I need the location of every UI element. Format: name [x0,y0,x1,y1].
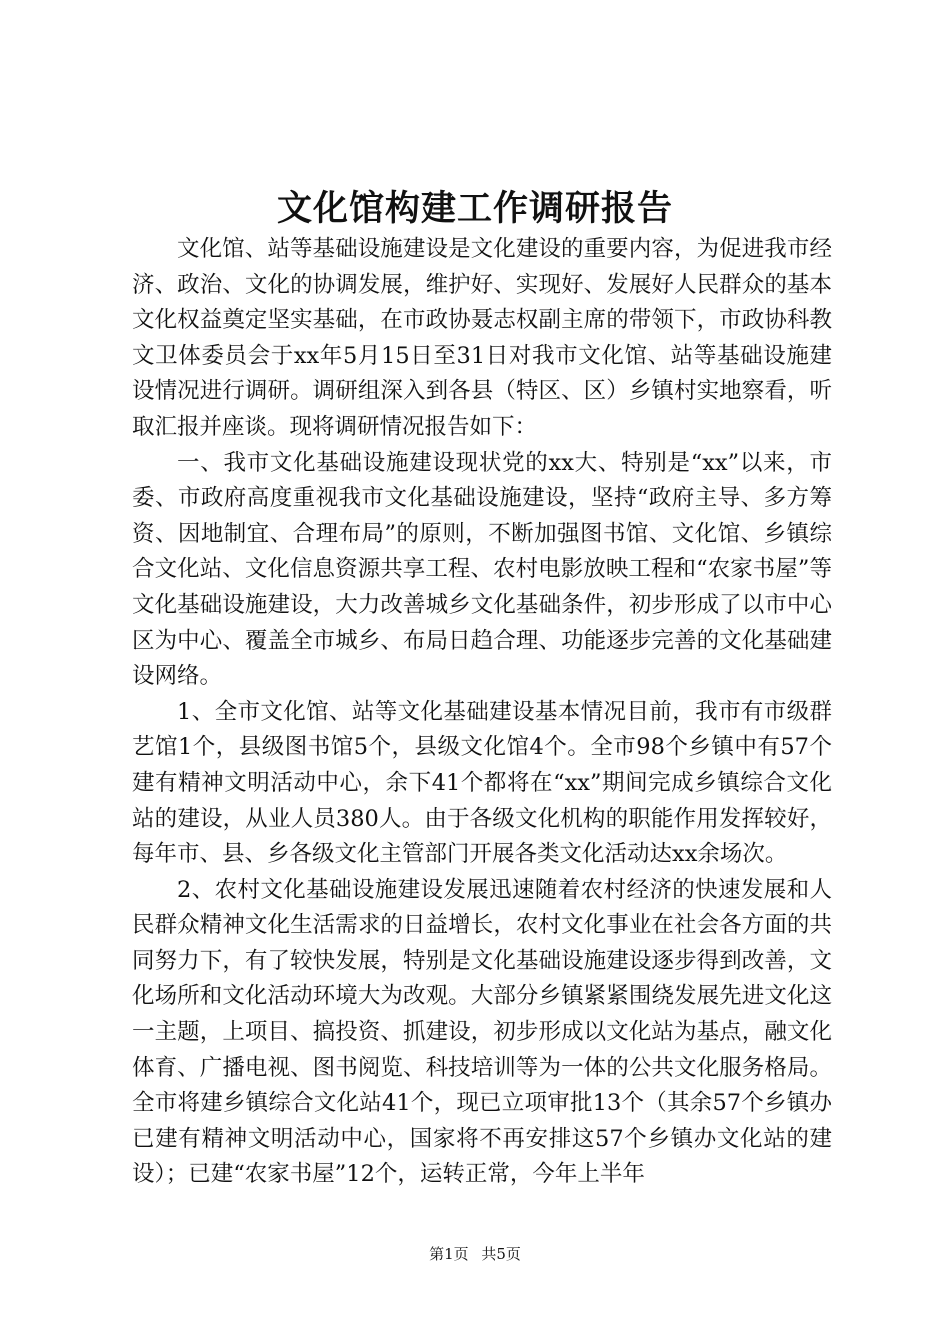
paragraph-item-two: 2、农村文化基础设施建设发展迅速随着农村经济的快速发展和人民群众精神文化生活需求的日益增长，农村文化事业在社会各方面的共同努力下，有了较快发展，特别是文化基础设施建设逐步得到改善，文化场所和文化活动环境大为改观。大部分乡镇紧紧围绕发展先进文化这一主题，上项目、搞投资、抓建设，初步形成以文化站为基点，融文化体育、广播电视、图书阅览、科技培训等为一体的公共文化服务格局。全市将建乡镇综合文化站41个，现已立项审批13个（其余57个乡镇办已建有精神文明活动中心，国家将不再安排这57个乡镇办文化站的建设）；已建“农家书屋”12个，运转正常，今年上半年 [132,876,832,1188]
page-footer [0,1243,950,1265]
page-total: 共5页 [481,1245,521,1263]
document-title: 文化馆构建工作调研报告 [276,188,673,229]
page-number: 第1页 [429,1245,469,1263]
document-body [132,232,832,1193]
paragraph-section-one: 一、我市文化基础设施建设现状党的xx大、特别是“xx”以来，市委、市政府高度重视我市文化基础设施建设，坚持“政府主导、多方筹资、因地制宜、合理布局”的原则，不断加强图书馆、文化馆、乡镇综合文化站、文化信息资源共享工程、农村电影放映工程和“农家书屋”等文化基础设施建设，大力改善城乡文化基础条件，初步形成了以市中心区为中心、覆盖全市城乡、布局日趋合理、功能逐步完善的文化基础建设网络。 [132,449,832,690]
paragraph-intro: 文化馆、站等基础设施建设是文化建设的重要内容，为促进我市经济、政治、文化的协调发展，维护好、实现好、发展好人民群众的基本文化权益奠定坚实基础，在市政协聂志权副主席的带领下，市政协科教文卫体委员会于xx年5月15日至31日对我市文化馆、站等基础设施建设情况进行调研。调研组深入到各县（特区、区）乡镇村实地察看，听取汇报并座谈。现将调研情况报告如下： [132,236,832,440]
paragraph-item-one: 1、全市文化馆、站等文化基础建设基本情况目前，我市有市级群艺馆1个，县级图书馆5个，县级文化馆4个。全市98个乡镇中有57个建有精神文明活动中心，余下41个都将在“xx”期间完成乡镇综合文化站的建设，从业人员380人。由于各级文化机构的职能作用发挥较好，每年市、县、乡各级文化主管部门开展各类文化活动达xx余场次。 [132,698,832,868]
